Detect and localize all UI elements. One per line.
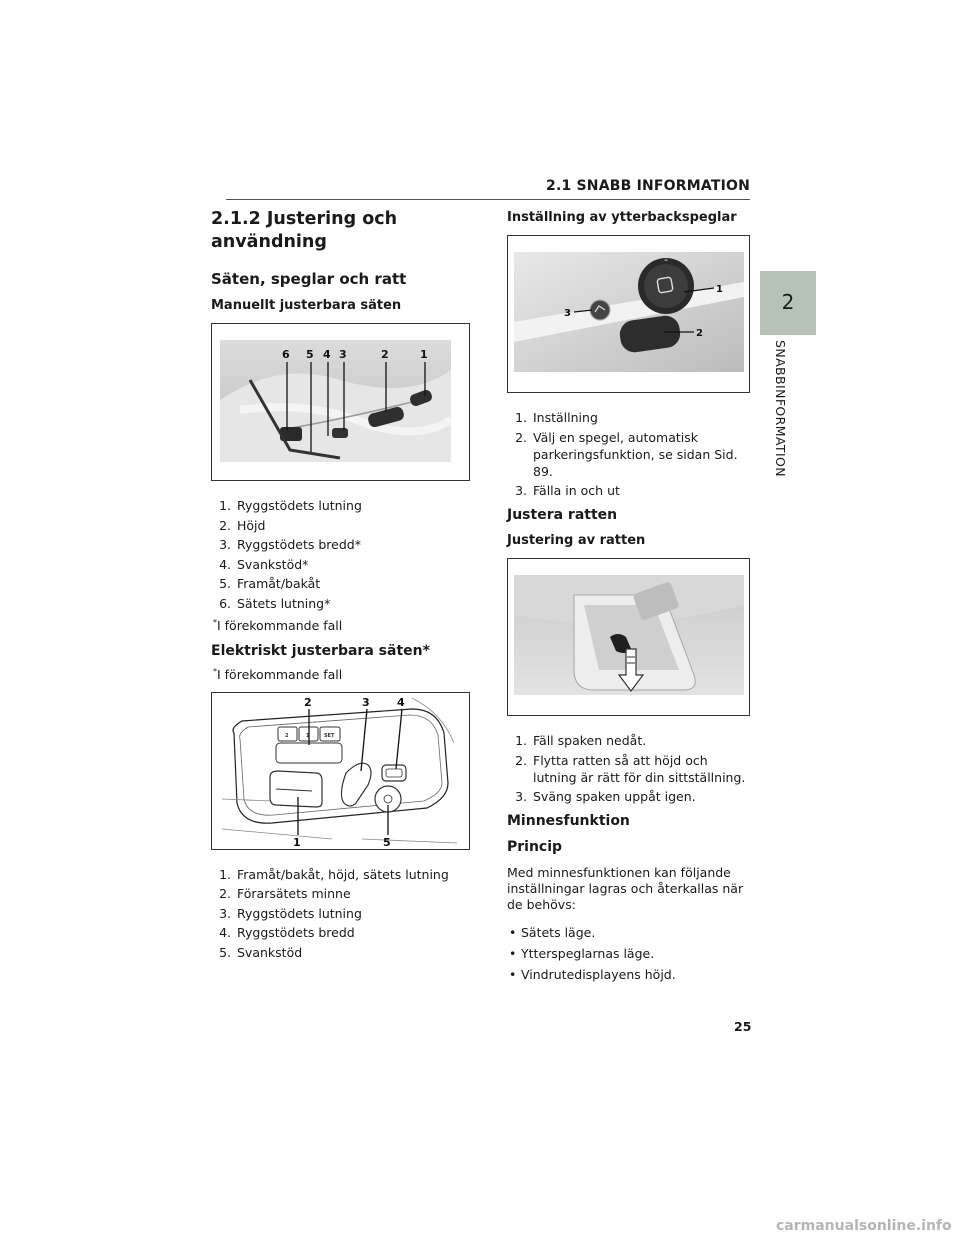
subsection-title: Säten, speglar och ratt: [211, 270, 407, 288]
chapter-label: SNABBINFORMATION: [773, 340, 788, 478]
list-item: • Ytterspeglarnas läge.: [507, 946, 755, 961]
electric-callout-4: 4: [397, 695, 405, 709]
electric-seats-heading: Elektriskt justerbara säten*: [211, 642, 430, 659]
manual-callout-2: 2: [381, 348, 389, 361]
mirror-figure: [507, 235, 750, 393]
manual-callout-3: 3: [339, 348, 347, 361]
electric-callout-3: 3: [362, 695, 370, 709]
list-item: 2. Flytta ratten så att höjd och lutning är rätt för din sittställning.: [515, 752, 746, 785]
page-number: 25: [734, 1019, 752, 1034]
mirror-heading: Inställning av ytterbackspeglar: [507, 210, 737, 225]
mirror-callout-2: 2: [696, 328, 703, 339]
steering-list: [507, 732, 755, 805]
mirror-callout-1: 1: [716, 284, 723, 295]
panel-label-set: SET: [324, 732, 335, 739]
memory-heading: Minnesfunktion: [507, 813, 630, 829]
section-title: 2.1.2 Justering och användning: [211, 209, 398, 252]
list-item: 4. Svankstöd*: [219, 556, 309, 572]
principle-bullets: [507, 925, 755, 982]
left-column: [211, 208, 479, 963]
manual-callout-5: 5: [306, 348, 314, 361]
chapter-number: 2: [781, 290, 795, 314]
manual-callout-1: 1: [420, 348, 428, 361]
list-item: 3. Sväng spaken uppåt igen.: [515, 789, 696, 804]
electric-callout-5: 5: [383, 835, 391, 849]
manual-seat-figure: [211, 323, 470, 481]
svg-text:^: ^: [663, 259, 669, 266]
footnote: *I förekommande fall: [213, 617, 343, 633]
list-item: 2. Förarsätets minne: [219, 886, 351, 902]
manual-seats-heading: Manuellt justerbara säten: [211, 298, 402, 313]
manual-callout-4: 4: [323, 348, 331, 361]
header-rule: [226, 199, 750, 200]
list-item: 3. Ryggstödets lutning: [219, 905, 362, 921]
list-item: 6. Sätets lutning*: [219, 595, 331, 611]
panel-label-1: 1: [306, 732, 310, 739]
list-item: 1. Fäll spaken nedåt.: [515, 733, 647, 748]
manual-callout-6: 6: [282, 348, 290, 361]
manual-seat-list: [211, 497, 479, 612]
list-item: 1. Ryggstödets lutning: [219, 498, 362, 513]
electric-callout-1: 1: [293, 835, 301, 849]
list-item: 4. Ryggstödets bredd: [219, 925, 355, 941]
electric-seat-figure: [211, 692, 470, 850]
mirror-callout-3: 3: [564, 308, 571, 319]
electric-footnote: *I förekommande fall: [213, 666, 343, 682]
steering-heading: Justera ratten: [507, 507, 618, 523]
mirror-photo: [514, 252, 744, 372]
right-column: [507, 210, 755, 988]
electric-seat-list: [211, 866, 479, 961]
list-item: 5. Svankstöd: [219, 944, 303, 960]
panel-label-2: 2: [285, 732, 289, 739]
list-item: 5. Framåt/bakåt: [219, 576, 321, 591]
list-item: 1. Framåt/bakåt, höjd, sätets lutning: [219, 866, 449, 882]
list-item: 3. Fälla in och ut: [515, 483, 620, 498]
list-item: 3. Ryggstödets bredd*: [219, 537, 361, 552]
steering-photo: [514, 575, 744, 695]
list-item: 1. Inställning: [515, 410, 598, 425]
electric-callout-2: 2: [304, 695, 312, 709]
list-item: • Vindrutedisplayens höjd.: [507, 967, 755, 982]
watermark: carmanualsonline.info: [776, 1218, 952, 1234]
list-item: 2. Höjd: [219, 517, 266, 533]
chapter-tab[interactable]: [760, 271, 816, 335]
steering-figure: [507, 558, 750, 716]
mirror-list: [507, 409, 755, 499]
principle-heading: Princip: [507, 839, 563, 855]
running-header: 2.1 SNABB INFORMATION: [546, 178, 750, 194]
list-item: • Sätets läge.: [507, 925, 755, 940]
principle-text: Med minnesfunktionen kan följande inställningar lagras och återkallas när de behövs:: [507, 865, 744, 912]
mirror-fold-button[interactable]: [590, 300, 610, 320]
steering-subheading: Justering av ratten: [507, 533, 646, 548]
manual-seat-photo: [220, 340, 451, 462]
list-item: 2. Välj en spegel, automatisk parkeringsfunktion, se sidan Sid. 89.: [515, 429, 738, 479]
